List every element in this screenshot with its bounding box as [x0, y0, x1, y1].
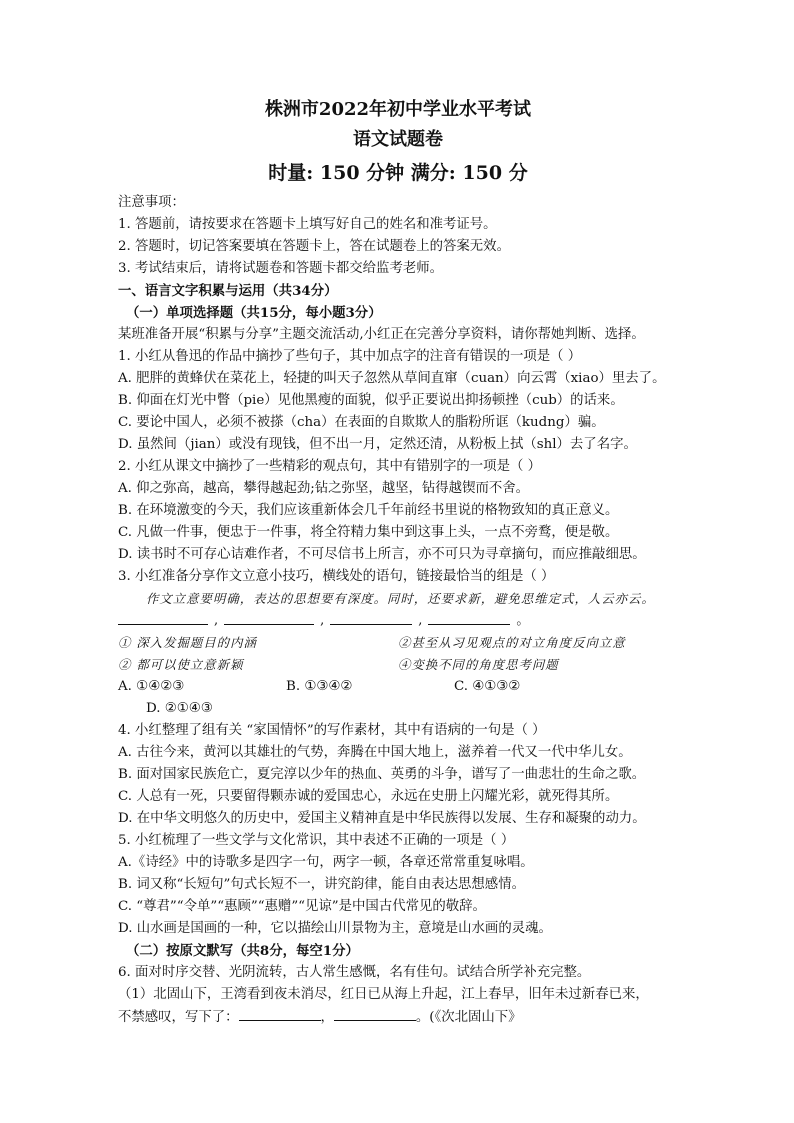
note-item: 2. 答题时，切记答案要填在答题卡上，答在试题卷上的答案无效。 — [118, 239, 510, 254]
answer-blank[interactable] — [330, 610, 412, 625]
q2-option-d: D. 读书时不可存心诘难作者，不可尽信书上所言，亦不可只为寻章摘句，而应推敲细思。 — [118, 547, 646, 562]
q5-stem: 5. 小红梳理了一些文学与文化常识，其中表述不正确的一项是（ ） — [118, 833, 515, 848]
q3-choice: ④变换不同的角度思考问题 — [398, 657, 559, 672]
q3-option-b: B. ①③④② — [286, 679, 353, 694]
q6-1-lead: 不禁感叹，写下了： — [118, 1010, 239, 1025]
q3-stem: 3. 小红准备分享作文立意小技巧，横线处的语句，链接最恰当的组是（ ） — [118, 569, 555, 584]
q6-stem: 6. 面对时序交替、光阴流转，古人常生感慨，名有佳句。试结合所学补充完整。 — [118, 965, 591, 980]
q1-option-d: D. 虽然间（jian）或没有现钱，但不出一月，定然还清，从粉板上拭（shl）去了名字。 — [118, 437, 637, 452]
q2-option-a: A. 仰之弥高，越高，攀得越起劲;钻之弥坚，越坚，钻得越锲而不舍。 — [118, 481, 530, 496]
q1-option-c: C. 要论中国人，必须不被搽（cha）在表面的自欺欺人的脂粉所诓（kudng）骗。 — [118, 415, 605, 430]
q1-option-b: B. 仰面在灯光中瞥（pie）见他黑瘦的面貌，似乎正要说出抑扬顿挫（cub）的话来。 — [118, 393, 624, 408]
q6-1-sep: ， — [320, 1010, 334, 1025]
q1-stem: 1. 小红从鲁迅的作品中摘抄了些句子，其中加点字的注音有错误的一项是（ ） — [118, 349, 582, 364]
q4-stem: 4. 小红整理了组有关 “家国情怀”的写作素材，其中有语病的一句是（ ） — [118, 723, 546, 738]
note-item: 3. 考试结束后，请将试题卷和答题卡都交给监考老师。 — [118, 261, 444, 276]
q2-option-b: B. 在环境激变的今天，我们应该重新体会几千年前经书里说的格物致知的真正意义。 — [118, 503, 619, 518]
q3-options — [118, 676, 678, 698]
q3-choice: ① 深入发掘题目的内涵 — [118, 635, 257, 650]
q3-option-a: A. ①④②③ — [118, 679, 185, 694]
q3-blank-end: 。 — [516, 613, 530, 628]
q2-option-c: C. 凡做一件事，便忠于一件事，将全符精力集中到这事上头，一点不旁鹜，便是敬。 — [118, 525, 619, 540]
part1-heading: （一）单项选择题（共15分，每小题3分） — [126, 305, 382, 321]
answer-blank[interactable] — [428, 610, 510, 625]
answer-blank[interactable] — [334, 1006, 416, 1021]
answer-blank[interactable] — [118, 610, 208, 625]
q3-choice: ②甚至从习见观点的对立角度反向立意 — [398, 635, 626, 650]
q3-choice: ② 都可以使立意新颖 — [118, 657, 244, 672]
q2-stem: 2. 小红从课文中摘抄了一些精彩的观点句，其中有错别字的一项是（ ） — [118, 459, 542, 474]
section1-heading: 一、语言文字积累与运用（共34分） — [118, 283, 338, 299]
exam-page — [118, 96, 678, 1029]
exam-subtitle: 语文试题卷 — [353, 129, 443, 150]
q6-1-source: 。(《次北固山下》 — [415, 1010, 522, 1025]
q5-option-b: B. 词又称“长短句”句式长短不一，讲究韵律，能自由表达思想感情。 — [118, 877, 525, 892]
q1-option-a: A. 肥胖的黄蜂伏在菜花上，轻捷的叫天子忽然从草间直窜（cuan）向云霄（xiao）里去了。 — [118, 371, 666, 386]
exam-title: 株洲市2022年初中学业水平考试 — [264, 99, 532, 120]
q5-option-d: D. 山水画是国画的一种，它以描绘山川景物为主，意境是山水画的灵魂。 — [118, 921, 552, 936]
answer-blank[interactable] — [239, 1006, 321, 1021]
q4-option-b: B. 面对国家民族危亡，夏完淳以少年的热血、英勇的斗争，谱写了一曲悲壮的生命之歌。 — [118, 767, 646, 782]
part2-heading: （二）按原文默写（共8分，每空1分） — [126, 943, 359, 959]
q3-blank-row: , , , 。 — [118, 610, 678, 632]
q3-choices — [118, 632, 678, 676]
q4-option-d: D. 在中华文明悠久的历史中，爱国主义精神直是中华民族得以发展、生存和凝聚的动力。 — [118, 811, 646, 826]
q6-1-text: （1）北固山下，王湾看到夜未消尽，红日已从海上升起，江上春早，旧年未过新春已来， — [118, 987, 649, 1002]
q3-passage: 作文立意要明确，表达的思想要有深度。同时，还要求新，避免思维定式，人云亦云。 — [146, 591, 655, 606]
q3-option-c: C. ④①③② — [454, 679, 521, 694]
q3-option-d: D. ②①④③ — [146, 701, 213, 716]
q5-option-c: C. “尊君”“令单”“惠顾”“惠赠”“见谅”是中国古代常见的敬辞。 — [118, 899, 486, 914]
q4-option-c: C. 人总有一死，只要留得颗赤诚的爱国忠心，永远在史册上闪耀光彩，就死得其所。 — [118, 789, 619, 804]
time-score: 时量: 150 分钟 满分: 150 分 — [268, 162, 528, 184]
q5-option-a: A.《诗经》中的诗歌多是四字一句，两字一顿，各章还常常重复咏唱。 — [118, 855, 534, 870]
answer-blank[interactable] — [224, 610, 314, 625]
note-item: 1. 答题前，请按要求在答题卡上填写好自己的姓名和准考证号。 — [118, 217, 497, 232]
q6-1-answer-row — [118, 1006, 678, 1029]
notes-heading: 注意事项： — [118, 195, 185, 210]
section1-intro: 某班准备开展“积累与分享”主题交流活动,小红正在完善分享资料，请你帮她判断、选择。 — [118, 327, 645, 342]
q4-option-a: A. 古往今来，黄河以其雄壮的气势，奔腾在中国大地上，滋养着一代又一代中华儿女。 — [118, 745, 632, 760]
